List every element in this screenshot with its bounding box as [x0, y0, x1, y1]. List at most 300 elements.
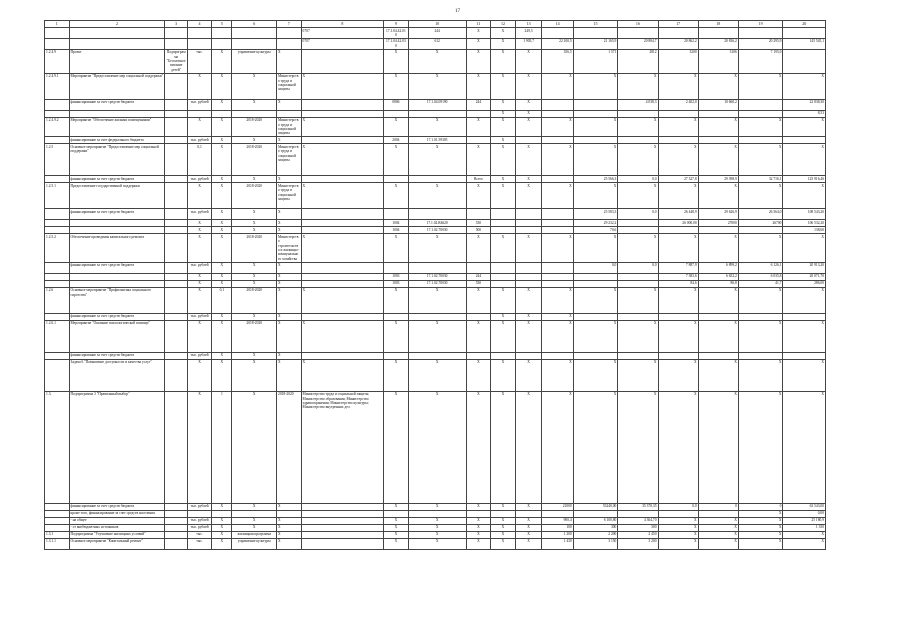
- table-cell: тыс. рублей: [187, 209, 212, 220]
- table-cell: [45, 38, 70, 49]
- table-cell: [491, 352, 516, 359]
- table-cell: [165, 262, 187, 273]
- table-cell: X: [232, 137, 277, 144]
- table-cell: 1.2.4.9.1: [45, 73, 70, 99]
- table-cell: 3 150: [573, 538, 618, 549]
- column-header-cell: 4: [187, 21, 212, 28]
- table-cell: X: [698, 320, 738, 352]
- table-cell: тыс. рублей: [187, 352, 212, 359]
- table-cell: [45, 352, 70, 359]
- table-row: [45, 313, 826, 320]
- table-cell: X: [618, 234, 658, 262]
- table-cell: X: [277, 209, 302, 220]
- table-cell: [698, 510, 738, 517]
- table-cell: 29 626,9: [698, 209, 738, 220]
- table-row: [45, 352, 826, 359]
- table-cell: [165, 99, 187, 110]
- table-cell: [384, 262, 409, 273]
- table-cell: X: [491, 503, 516, 510]
- table-cell: тыс. рублей: [187, 503, 212, 510]
- table-cell: 26 448,9: [658, 209, 698, 220]
- table-cell: X: [658, 359, 698, 391]
- table-row: [45, 320, 826, 352]
- table-cell: X: [277, 280, 302, 287]
- table-cell: [491, 220, 516, 227]
- table-cell: [698, 28, 738, 39]
- table-cell: [542, 209, 573, 220]
- table-cell: 3200: [658, 49, 698, 73]
- column-header-cell: 3: [165, 21, 187, 28]
- table-cell: X: [187, 73, 212, 99]
- column-header-row: [45, 21, 826, 28]
- table-cell: X: [384, 320, 409, 352]
- table-cell: X: [212, 352, 232, 359]
- table-cell: 300: [618, 524, 658, 531]
- table-row: [45, 183, 826, 209]
- table-cell: X: [783, 538, 826, 549]
- table-cell: X: [384, 183, 409, 209]
- table-cell: X: [187, 280, 212, 287]
- table-cell: [165, 110, 187, 117]
- table-cell: 20 862,2: [658, 38, 698, 49]
- table-cell: [277, 28, 302, 39]
- table-cell: 0: [698, 503, 738, 510]
- table-cell: X: [277, 176, 302, 183]
- table-cell: X: [232, 359, 277, 391]
- table-cell: [301, 280, 384, 287]
- table-row: [45, 28, 826, 39]
- table-cell: X: [542, 183, 573, 209]
- table-cell: 2018-2020: [232, 183, 277, 209]
- table-cell: [301, 262, 384, 273]
- table-cell: X: [618, 183, 658, 209]
- table-cell: [738, 352, 783, 359]
- table-cell: X: [232, 220, 277, 227]
- table-cell: X: [658, 524, 698, 531]
- table-cell: X: [408, 503, 466, 510]
- table-cell: [165, 209, 187, 220]
- table-body: [45, 21, 826, 550]
- table-cell: финансирование за счет средств бюджета: [69, 209, 165, 220]
- table-cell: [515, 137, 542, 144]
- table-row: [45, 38, 826, 49]
- table-cell: 145 545,1: [783, 38, 826, 49]
- table-cell: X: [738, 524, 783, 531]
- table-cell: X: [187, 320, 212, 352]
- table-cell: X: [738, 183, 783, 209]
- table-cell: X: [466, 503, 491, 510]
- table-cell: X: [232, 209, 277, 220]
- table-cell: X: [618, 73, 658, 99]
- table-cell: [384, 176, 409, 183]
- table-cell: [301, 510, 384, 517]
- table-cell: 26 564,0: [738, 209, 783, 220]
- table-cell: X: [187, 183, 212, 209]
- table-cell: X: [698, 531, 738, 538]
- table-cell: [301, 524, 384, 531]
- table-cell: Министерство труда и социальной защиты: [277, 73, 302, 99]
- table-cell: [384, 313, 409, 320]
- table-cell: Мероприятие "Обеспечение жилыми помещениями": [69, 117, 165, 137]
- table-cell: X: [515, 73, 542, 99]
- table-cell: X: [212, 313, 232, 320]
- table-cell: X: [515, 503, 542, 510]
- table-cell: X: [491, 313, 516, 320]
- table-cell: X: [491, 38, 516, 49]
- table-cell: финансирование за счет средств бюджета: [69, 99, 165, 110]
- table-cell: Основное мероприятие "Предоставление мер социальной поддержки": [69, 144, 165, 176]
- table-cell: X: [212, 209, 232, 220]
- table-cell: X: [187, 391, 212, 503]
- table-cell: [658, 352, 698, 359]
- table-cell: X: [658, 517, 698, 524]
- table-cell: 106 532,20: [783, 220, 826, 227]
- table-cell: X: [783, 531, 826, 538]
- table-cell: X: [301, 117, 384, 137]
- table-cell: X: [573, 144, 618, 176]
- table-cell: [491, 280, 516, 287]
- table-cell: 17.1.04.42.030: [384, 38, 409, 49]
- table-cell: тыс.: [187, 531, 212, 538]
- table-row: [45, 287, 826, 313]
- table-cell: X: [277, 137, 302, 144]
- table-cell: Обеспечение проведения капитального ремонта: [69, 234, 165, 262]
- table-cell: финансирование за счет средств бюджета: [69, 352, 165, 359]
- table-cell: [187, 110, 212, 117]
- table-cell: [45, 359, 70, 391]
- table-cell: X: [542, 144, 573, 176]
- table-cell: [45, 99, 70, 110]
- table-cell: X: [212, 524, 232, 531]
- table-cell: [542, 137, 573, 144]
- table-cell: X: [783, 73, 826, 99]
- table-cell: [165, 287, 187, 313]
- table-cell: 8,53: [783, 110, 826, 117]
- table-cell: X: [618, 391, 658, 503]
- table-cell: X: [212, 183, 232, 209]
- table-cell: 356,5: [542, 49, 573, 73]
- table-cell: [573, 313, 618, 320]
- table-cell: 286,00: [783, 280, 826, 287]
- table-cell: X: [466, 517, 491, 524]
- table-cell: X: [187, 359, 212, 391]
- table-cell: [573, 352, 618, 359]
- table-cell: 20 884,7: [618, 38, 658, 49]
- table-cell: 7 887,9: [658, 262, 698, 273]
- table-cell: X: [491, 117, 516, 137]
- table-row: [45, 209, 826, 220]
- table-cell: X: [466, 234, 491, 262]
- table-cell: X: [573, 73, 618, 99]
- table-row: [45, 99, 826, 110]
- table-cell: X: [515, 183, 542, 209]
- table-cell: X: [738, 320, 783, 352]
- table-cell: тыс. рублей: [187, 313, 212, 320]
- table-cell: X: [542, 313, 573, 320]
- table-cell: X: [783, 183, 826, 209]
- table-cell: X: [738, 531, 783, 538]
- table-cell: [45, 313, 70, 320]
- table-cell: [542, 110, 573, 117]
- table-cell: X: [658, 144, 698, 176]
- table-cell: [165, 137, 187, 144]
- table-cell: [698, 227, 738, 234]
- table-cell: [165, 28, 187, 39]
- table-cell: [301, 517, 384, 524]
- table-cell: X: [515, 110, 542, 117]
- table-cell: 21000: [542, 503, 573, 510]
- table-row: [45, 517, 826, 524]
- table-cell: X: [232, 391, 277, 503]
- table-cell: финансирование за счет федерального бюджета: [69, 137, 165, 144]
- table-cell: [69, 28, 165, 39]
- table-cell: X: [212, 517, 232, 524]
- table-cell: [408, 352, 466, 359]
- table-cell: [384, 110, 409, 117]
- table-cell: [301, 313, 384, 320]
- table-cell: X: [466, 524, 491, 531]
- column-header-cell: 11: [466, 21, 491, 28]
- table-cell: [515, 209, 542, 220]
- table-cell: X: [542, 73, 573, 99]
- table-cell: [165, 183, 187, 209]
- table-cell: X: [491, 73, 516, 99]
- table-cell: X: [466, 117, 491, 137]
- table-cell: [738, 99, 783, 110]
- table-cell: X: [698, 517, 738, 524]
- table-cell: X: [542, 287, 573, 313]
- table-cell: [232, 28, 277, 39]
- table-cell: 1.3.1: [45, 531, 70, 538]
- table-row: [45, 49, 826, 73]
- table-row: [45, 137, 826, 144]
- table-cell: [618, 510, 658, 517]
- table-cell: финансирование за счет средств бюджета: [69, 503, 165, 510]
- table-cell: X: [698, 183, 738, 209]
- table-cell: X: [466, 144, 491, 176]
- table-cell: [542, 262, 573, 273]
- table-cell: X: [515, 99, 542, 110]
- table-cell: X: [698, 234, 738, 262]
- table-cell: X: [698, 359, 738, 391]
- table-cell: [165, 313, 187, 320]
- table-cell: 21 165,9: [573, 38, 618, 49]
- table-cell: 29 232,2: [573, 220, 618, 227]
- table-cell: X: [408, 183, 466, 209]
- table-cell: X: [491, 320, 516, 352]
- table-cell: [738, 110, 783, 117]
- table-cell: [45, 227, 70, 234]
- table-cell: 6 899,2: [698, 262, 738, 273]
- table-cell: 1 905,7: [515, 38, 542, 49]
- table-cell: [618, 220, 658, 227]
- table-cell: 27 327,8: [658, 176, 698, 183]
- table-cell: 500: [466, 227, 491, 234]
- table-cell: X: [783, 320, 826, 352]
- table-cell: X: [698, 538, 738, 549]
- table-cell: X: [212, 144, 232, 176]
- table-cell: [408, 510, 466, 517]
- table-cell: X: [515, 234, 542, 262]
- table-cell: [515, 352, 542, 359]
- table-cell: 6 035,8: [738, 273, 783, 280]
- table-cell: X: [783, 391, 826, 503]
- table-cell: [515, 273, 542, 280]
- table-cell: 53240,00: [573, 503, 618, 510]
- table-cell: Министерство труда и социальной защиты: [277, 117, 302, 137]
- table-cell: X: [783, 359, 826, 391]
- table-cell: 1.3.: [45, 391, 70, 503]
- table-cell: Предоставление государственной поддержки: [69, 183, 165, 209]
- table-cell: [45, 137, 70, 144]
- table-cell: X: [491, 524, 516, 531]
- table-cell: [45, 220, 70, 227]
- table-cell: [187, 510, 212, 517]
- table-cell: X: [738, 287, 783, 313]
- table-cell: Министерство труда и социальной защиты; Министерство образования; Министерство здравоохранения; Министерство культуры; Министерство внутренних дел: [301, 391, 384, 503]
- table-cell: X: [187, 234, 212, 262]
- table-cell: X: [542, 234, 573, 262]
- budget-table: [44, 20, 826, 550]
- table-cell: X: [515, 313, 542, 320]
- table-cell: [466, 262, 491, 273]
- table-cell: X: [384, 73, 409, 99]
- table-cell: 22 838,30: [783, 99, 826, 110]
- table-cell: X: [277, 220, 302, 227]
- table-cell: Всего: [466, 176, 491, 183]
- table-cell: 25 566,3: [573, 176, 618, 183]
- table-row: [45, 510, 826, 517]
- table-cell: [658, 510, 698, 517]
- table-cell: [212, 28, 232, 39]
- table-cell: X: [277, 287, 302, 313]
- table-cell: X: [384, 524, 409, 531]
- table-cell: X: [515, 176, 542, 183]
- table-cell: 2 200: [573, 531, 618, 538]
- table-cell: [301, 220, 384, 227]
- table-cell: [45, 110, 70, 117]
- table-cell: [212, 510, 232, 517]
- table-cell: 2018-2020: [277, 391, 302, 503]
- table-cell: 17.1.04.09190: [408, 99, 466, 110]
- table-cell: 25 180,9: [783, 517, 826, 524]
- table-cell: финансирование за счет средств бюджета: [69, 176, 165, 183]
- table-cell: [232, 38, 277, 49]
- table-cell: X: [738, 510, 783, 517]
- table-cell: X: [515, 517, 542, 524]
- table-cell: X: [491, 99, 516, 110]
- table-cell: [301, 538, 384, 549]
- table-cell: X: [212, 137, 232, 144]
- table-cell: X: [515, 524, 542, 531]
- table-cell: [301, 176, 384, 183]
- table-cell: X: [515, 287, 542, 313]
- table-cell: 0,0: [658, 503, 698, 510]
- table-cell: [277, 110, 302, 117]
- table-cell: X: [212, 262, 232, 273]
- column-header-cell: 9: [384, 21, 409, 28]
- table-cell: [165, 538, 187, 549]
- table-cell: 1.2.5.2: [45, 234, 70, 262]
- table-cell: [384, 352, 409, 359]
- table-cell: 7 383,6: [658, 273, 698, 280]
- table-cell: X: [698, 287, 738, 313]
- table-cell: X: [277, 531, 302, 538]
- table-cell: X: [491, 391, 516, 503]
- table-cell: кроме того, финансирование за счет средств населения: [69, 510, 165, 517]
- table-cell: 2 450: [618, 531, 658, 538]
- table-cell: [698, 137, 738, 144]
- table-cell: X: [542, 391, 573, 503]
- table-cell: - от внебюджетных источников: [69, 524, 165, 531]
- table-cell: 138,60: [783, 227, 826, 234]
- table-cell: 17.1.04.42.010: [384, 28, 409, 39]
- table-cell: X: [573, 287, 618, 313]
- table-cell: 1.2.4.9.2: [45, 117, 70, 137]
- table-cell: X: [698, 144, 738, 176]
- table-cell: [165, 117, 187, 137]
- table-cell: X: [515, 117, 542, 137]
- table-row: [45, 176, 826, 183]
- table-cell: [491, 273, 516, 280]
- table-cell: 20 295,9: [738, 38, 783, 49]
- table-cell: X: [466, 320, 491, 352]
- table-cell: [165, 531, 187, 538]
- table-cell: 612: [408, 38, 466, 49]
- column-header-cell: 16: [618, 21, 658, 28]
- table-cell: 2018-2020: [232, 144, 277, 176]
- table-cell: 0,1: [212, 287, 232, 313]
- table-cell: X: [408, 359, 466, 391]
- table-cell: X: [515, 144, 542, 176]
- table-cell: X: [301, 320, 384, 352]
- table-cell: 1003: [384, 273, 409, 280]
- table-cell: тыс. рублей: [187, 176, 212, 183]
- table-cell: [301, 503, 384, 510]
- table-cell: X: [408, 49, 466, 73]
- table-cell: 0,0: [618, 209, 658, 220]
- table-cell: [45, 262, 70, 273]
- table-cell: [658, 313, 698, 320]
- table-cell: 2018-2020: [232, 320, 277, 352]
- table-cell: X: [658, 391, 698, 503]
- table-cell: [738, 137, 783, 144]
- table-cell: Задача 6 "Повышение доступности и качества услуг": [69, 359, 165, 391]
- table-cell: 244: [466, 99, 491, 110]
- table-cell: финансирование за счет средств бюджета: [69, 262, 165, 273]
- table-cell: [542, 280, 573, 287]
- table-cell: [738, 227, 783, 234]
- table-cell: жилищная программа: [232, 531, 277, 538]
- table-cell: X: [542, 117, 573, 137]
- table-cell: финансирование за счет средств бюджета: [69, 313, 165, 320]
- table-cell: [165, 320, 187, 352]
- table-cell: X: [515, 391, 542, 503]
- table-cell: [618, 110, 658, 117]
- table-row: [45, 73, 826, 99]
- table-cell: 35 370,35: [618, 503, 658, 510]
- table-cell: [301, 227, 384, 234]
- table-cell: 530: [466, 220, 491, 227]
- table-row: [45, 220, 826, 227]
- table-cell: [45, 209, 70, 220]
- table-cell: [384, 209, 409, 220]
- table-cell: 63 543,00: [783, 503, 826, 510]
- table-cell: тыс.: [187, 538, 212, 549]
- table-cell: Проект: [69, 49, 165, 73]
- table-cell: 1.2.5: [45, 144, 70, 176]
- table-cell: X: [232, 262, 277, 273]
